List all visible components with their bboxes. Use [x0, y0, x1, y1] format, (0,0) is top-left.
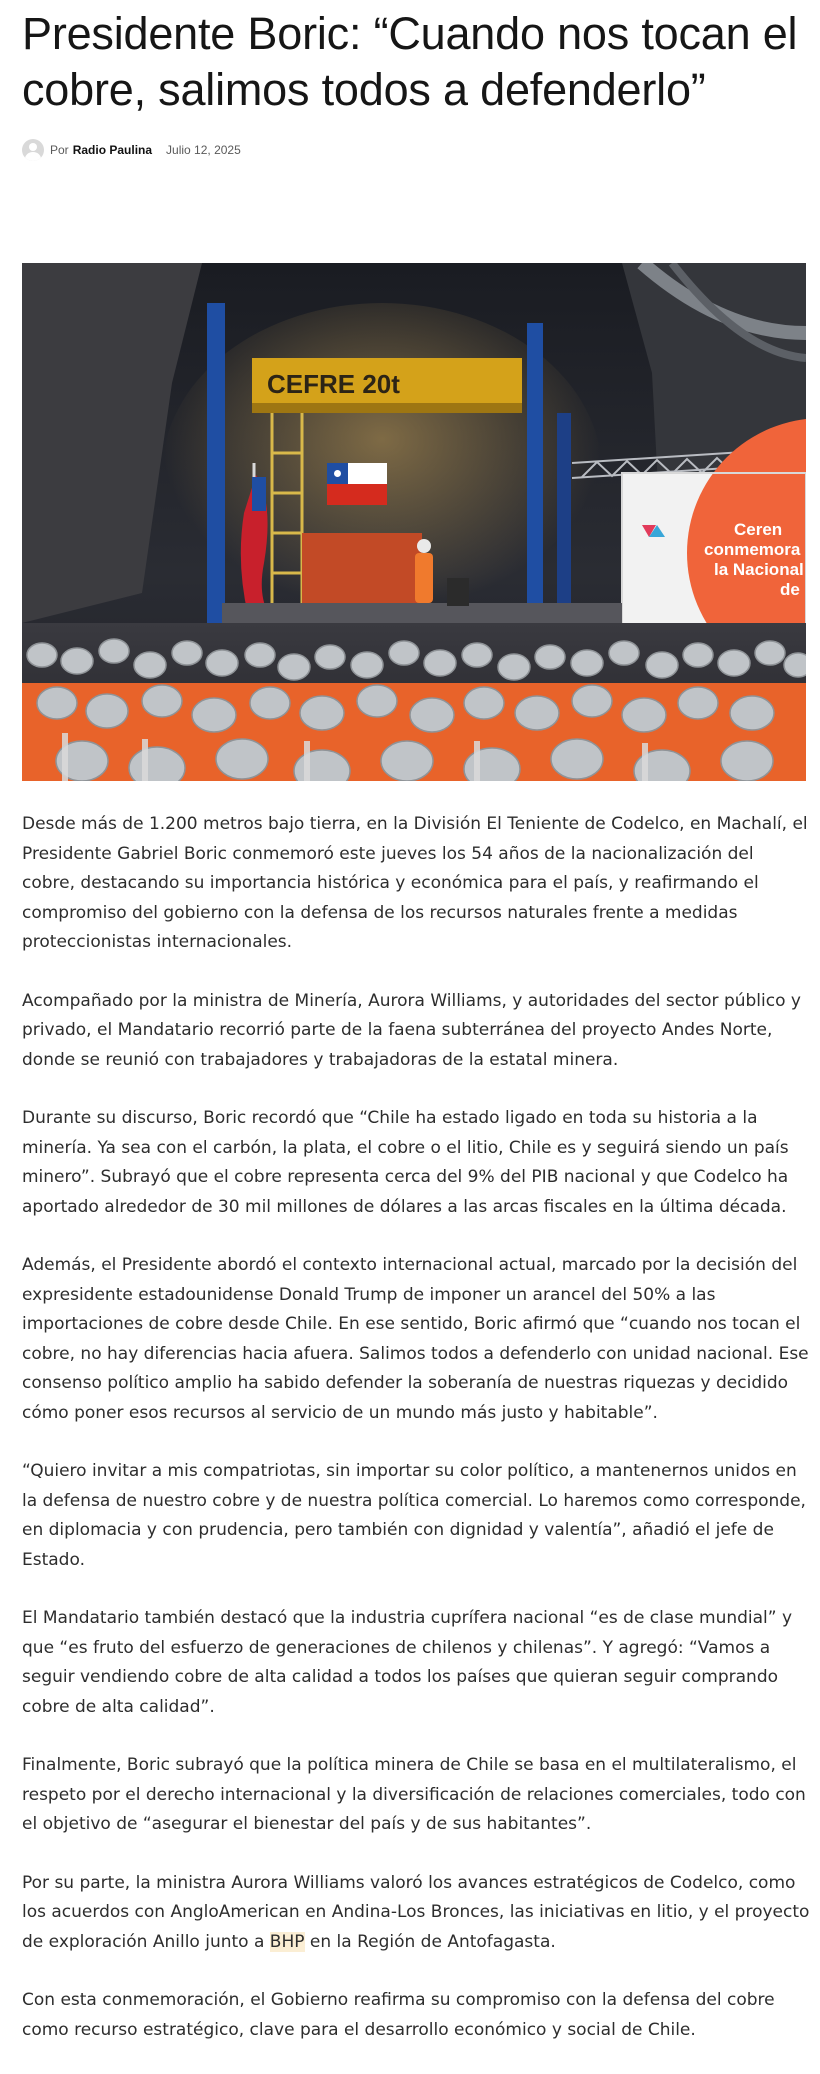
- audience: [22, 639, 806, 781]
- bhp-link[interactable]: BHP: [269, 1931, 305, 1952]
- author-link[interactable]: Radio Paulina: [72, 143, 153, 157]
- chile-flag-center: [327, 463, 387, 505]
- paragraph: [22, 1869, 812, 1958]
- stage-backdrop: [302, 533, 422, 603]
- podium: [447, 578, 469, 606]
- article-body: [22, 810, 812, 2074]
- screen-line: Ceren: [734, 520, 783, 539]
- crane-banner-text: CEFRE 20t: [267, 369, 400, 399]
- byline: [22, 138, 800, 162]
- speaker: [415, 539, 433, 603]
- screen-line: de: [780, 580, 800, 599]
- byline-prefix: Por: [50, 143, 69, 157]
- avatar-icon[interactable]: [22, 139, 44, 161]
- page-title: Presidente Boric: “Cuando nos tocan el cobre, salimos todos a defenderlo”: [22, 8, 798, 115]
- steel-column: [557, 413, 571, 633]
- paragraph: Desde más de 1.200 metros bajo tierra, en la División El Teniente de Codelco, en Machalí, el Presidente Gabriel Boric conmemoró este jueves los 54 años de la nacionalización del cobre, destacando su importancia histórica y económica para el país, y reafirmando el compromiso del gobierno con la defensa de los recursos naturales frente a medidas proteccionistas internacionales.: [22, 814, 808, 952]
- paragraph: “Quiero invitar a mis compatriotas, sin importar su color político, a mantenernos unidos en la defensa de nuestro cobre y de nuestra política comercial. Lo haremos como corresponde, en diplomacia y con prudencia, pero también con dignidad y valentía”, añadió el jefe de Estado.: [22, 1461, 806, 1570]
- paragraph: Durante su discurso, Boric recordó que “Chile ha estado ligado en toda su historia a la minería. Ya sea con el carbón, la plata, el cobre o el litio, Chile es y seguirá siendo un país minero”. Subrayó que el cobre representa cerca del 9% del PIB nacional y que Codelco ha aportado alrededor de 30 mil millones de dólares a las arcas fiscales en la última década.: [22, 1108, 789, 1217]
- paragraph: Además, el Presidente abordó el contexto internacional actual, marcado por la decisión del expresidente estadounidense Donald Trump de imponer un arancel del 50% a las importaciones de cobre desde Chile. En ese sentido, Boric afirmó que “cuando nos tocan el cobre, no hay diferencias hacia afuera. Salimos todos a defenderlo con unidad nacional. Ese consenso político amplio ha sabido defender la soberanía de nuestras riquezas y decidido cómo poner esos recursos al servicio de un mundo más justo y habitable”.: [22, 1255, 809, 1423]
- paragraph-text: Por su parte, la ministra Aurora Williams valoró los avances estratégicos de Codelco, como los acuerdos con AngloAmerican en Andina-Los Bronces, las iniciativas en litio, y el proyecto de exploración Anillo junto a: [22, 1872, 810, 1952]
- screen-line: conmemora: [704, 540, 801, 559]
- paragraph: Finalmente, Boric subrayó que la política minera de Chile se basa en el multilateralismo, el respeto por el derecho internacional y la diversificación de relaciones comerciales, todo con el objetivo de “asegurar el bienestar del país y de sus habitantes”.: [22, 1755, 806, 1834]
- paragraph: El Mandatario también destacó que la industria cuprífera nacional “es de clase mundial” y que “es fruto del esfuerzo de generaciones de chilenos y chilenas”. Y agregó: “Vamos a seguir vendiendo cobre de alta calidad a todos los países que quieran seguir comprando cobre de alta calidad”.: [22, 1608, 793, 1717]
- paragraph: Acompañado por la ministra de Minería, Aurora Williams, y autoridades del sector público y privado, el Mandatario recorrió parte de la faena subterránea del proyecto Andes Norte, donde se reunió con trabajadores y trabajadoras de la estatal minera.: [22, 990, 801, 1070]
- steel-column: [207, 303, 225, 633]
- paragraph-text: en la Región de Antofagasta.: [304, 1931, 556, 1952]
- hero-image: [22, 263, 806, 781]
- steel-column: [527, 323, 543, 633]
- publish-date: Julio 12, 2025: [166, 143, 241, 157]
- paragraph: Con esta conmemoración, el Gobierno reafirma su compromiso con la defensa del cobre como recurso estratégico, clave para el desarrollo económico y social de Chile.: [22, 1990, 775, 2040]
- screen-line: la Nacional: [714, 560, 804, 579]
- article-header: [22, 0, 800, 162]
